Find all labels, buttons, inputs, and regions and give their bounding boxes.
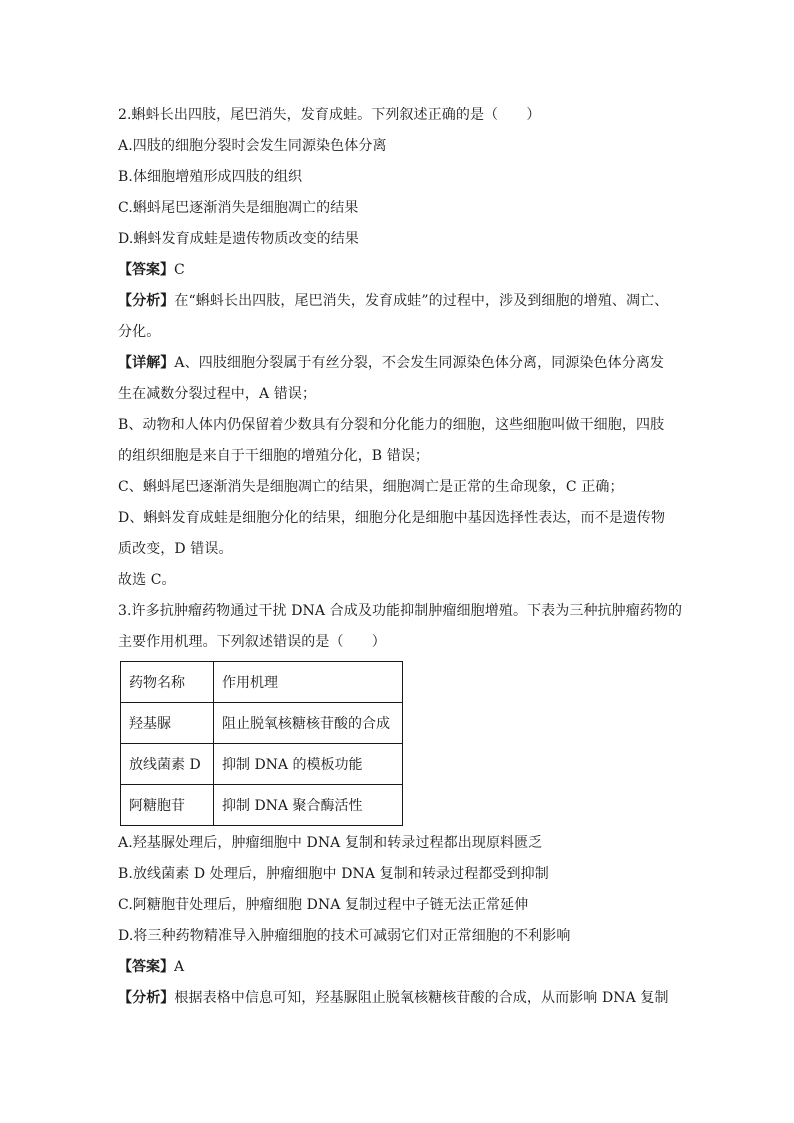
q3-option-b: B.放线菌素 D 处理后，肿瘤细胞中 DNA 复制和转录过程都受到抑制: [118, 866, 549, 882]
q2-answer: [118, 255, 678, 286]
table-header-row: [121, 662, 403, 703]
q3-analysis: [118, 983, 678, 1014]
table-cell: 抑制 DNA 聚合酶活性: [214, 785, 403, 826]
q2-option-b: B.体细胞增殖形成四肢的组织: [118, 169, 303, 185]
q2-option-a: A.四肢的细胞分裂时会发生同源染色体分离: [118, 138, 387, 154]
q2-analysis-text-0: 在“蝌蚪长出四肢，尾巴消失，发育成蛙”的过程中，涉及到细胞的增殖、凋亡、: [174, 293, 669, 309]
q3-analysis-text-0: 根据表格中信息可知，羟基脲阻止脱氧核糖核苷酸的合成，从而影响 DNA 复制: [174, 990, 669, 1006]
q2-detail-text-2: B、动物和人体内仍保留着少数具有分裂和分化能力的细胞，这些细胞叫做干细胞，四肢: [118, 417, 665, 433]
q2-detail-text-3: 的组织细胞是来自于干细胞的增殖分化，B 错误；: [118, 448, 430, 464]
q2-analysis-label: 【分析】: [118, 293, 175, 309]
q2-option-d: D.蝌蚪发育成蛙是遗传物质改变的结果: [118, 231, 359, 247]
table-header-cell: 作用机理: [214, 662, 403, 703]
table-row: [121, 703, 403, 744]
q2-detail: [118, 348, 678, 379]
q2-detail-text-1: 生在减数分裂过程中，A 错误；: [118, 386, 317, 402]
q3-analysis-label: 【分析】: [118, 990, 175, 1006]
table-header-cell: 药物名称: [121, 662, 214, 703]
table-cell: 放线菌素 D: [121, 744, 214, 785]
table-cell: 羟基脲: [121, 703, 214, 744]
q3-option-d: D.将三种药物精准导入肿瘤细胞的技术可减弱它们对正常细胞的不利影响: [118, 928, 571, 944]
table-cell: 阿糖胞苷: [121, 785, 214, 826]
q2-answer-label: 【答案】: [118, 262, 174, 278]
table-row: [121, 785, 403, 826]
q2-analysis: [118, 286, 678, 317]
table-cell: 阻止脱氧核糖核苷酸的合成: [214, 703, 403, 744]
q3-option-c: C.阿糖胞苷处理后，肿瘤细胞 DNA 复制过程中子链无法正常延伸: [118, 897, 529, 913]
q2-answer-value: C: [174, 262, 185, 278]
table-row: [121, 744, 403, 785]
q3-stem-1: 主要作用机理。下列叙述错误的是（ ）: [118, 634, 386, 650]
q3-answer-label: 【答案】: [118, 959, 174, 975]
q2-detail-text-0: A、四肢细胞分裂属于有丝分裂，不会发生同源染色体分离，同源染色体分离发: [174, 355, 665, 371]
q2-detail-text-5: D、蝌蚪发育成蛙是细胞分化的结果，细胞分化是细胞中基因选择性表达，而不是遗传物: [118, 510, 666, 526]
q2-detail-text-7: 故选 C。: [118, 572, 176, 588]
q2-detail-label: 【详解】: [118, 355, 175, 371]
q3-answer-value: A: [174, 959, 185, 975]
q2-detail-text-6: 质改变，D 错误。: [118, 541, 233, 557]
q3-stem-0: 3.许多抗肿瘤药物通过干扰 DNA 合成及功能抑制肿瘤细胞增殖。下表为三种抗肿瘤药物的: [118, 603, 683, 619]
q3-option-a: A.羟基脲处理后，肿瘤细胞中 DNA 复制和转录过程都出现原料匮乏: [118, 835, 543, 851]
document-page: [118, 100, 683, 1014]
table-cell: 抑制 DNA 的模板功能: [214, 744, 403, 785]
q2-stem: 2.蝌蚪长出四肢，尾巴消失，发育成蛙。下列叙述正确的是（ ）: [118, 107, 541, 123]
q2-option-c: C.蝌蚪尾巴逐渐消失是细胞凋亡的结果: [118, 200, 359, 216]
q3-answer: [118, 952, 678, 983]
q2-analysis-text-1: 分化。: [118, 324, 161, 340]
drug-mechanism-table: [120, 661, 403, 826]
q2-detail-text-4: C、蝌蚪尾巴逐渐消失是细胞凋亡的结果，细胞凋亡是正常的生命现象，C 正确；: [118, 479, 624, 495]
